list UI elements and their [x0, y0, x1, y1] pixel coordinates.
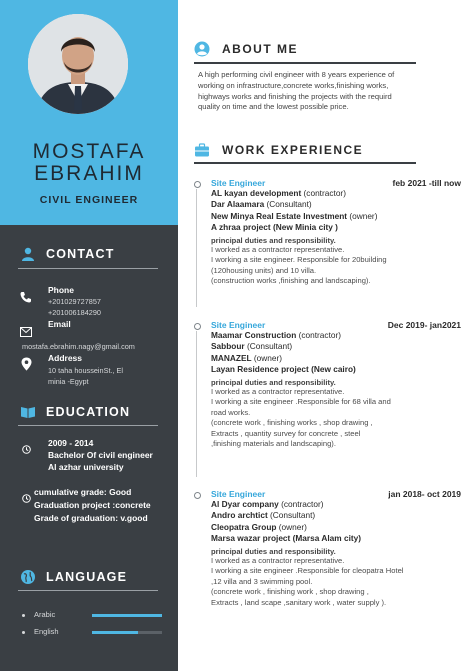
job-desc-line: I worked as a contractor representative.: [211, 386, 345, 396]
work-heading: [194, 142, 363, 158]
job-owner: New Minya Real Estate Investment (owner): [211, 210, 378, 221]
phone-label: Phone: [48, 285, 74, 295]
job-project: Layan Residence project (New cairo): [211, 364, 356, 375]
education-years: 2009 - 2014: [48, 438, 94, 448]
job-owner: MANAZEL (owner): [211, 352, 282, 363]
phone-icon: [20, 290, 32, 308]
about-line: quality on time and the lowest possible price.: [198, 102, 349, 112]
job-title: Site Engineer: [211, 489, 266, 499]
timeline-bullet: [194, 181, 201, 188]
timeline-bullet: [194, 492, 201, 499]
job-consultant: Dar Alaamara (Consultant): [211, 199, 312, 210]
about-heading-text: ABOUT ME: [222, 42, 298, 56]
address-line-2: minia -Egypt: [48, 377, 89, 386]
job-desc-line: I working a site engineer .Responsible for cleopatra Hotel: [211, 566, 404, 576]
job-title: Site Engineer: [211, 320, 266, 330]
job-company: AL kayan development (contractor): [211, 188, 346, 198]
job-desc-line: road works.: [211, 407, 251, 417]
globe-icon: [20, 569, 36, 585]
clock-icon: [22, 441, 31, 459]
job-duties-heading: principal duties and responsibility.: [211, 235, 336, 245]
address-line-1: 10 taha housseinSt., El: [48, 366, 124, 375]
language-heading-text: LANGUAGE: [46, 570, 128, 584]
language-divider: [18, 590, 158, 591]
job-date: Dec 2019- jan2021: [387, 320, 461, 330]
last-name: EBRAHIM: [34, 162, 144, 185]
job-desc-line: I working a site engineer. Responsible for 20building: [211, 255, 387, 265]
language-arabic-bar: [92, 614, 162, 617]
job-project: A zhraa project (New Minia city ): [211, 222, 338, 233]
timeline-line: [196, 189, 197, 307]
clock-icon: [22, 490, 31, 508]
contact-person-icon: [20, 246, 36, 262]
email-icon: [20, 324, 32, 342]
about-text: [198, 70, 456, 113]
job-desc-line: (concrete work , finishing work , shop drawing ,: [211, 587, 369, 597]
work-divider: [194, 162, 416, 164]
education-school: Al azhar university: [48, 462, 124, 472]
job-date: jan 2018- oct 2019: [388, 489, 461, 499]
job-desc-line: ,finishing materials and landscaping).: [211, 439, 336, 449]
contact-divider: [18, 268, 158, 269]
job-desc-line: (construction works ,finishing and landscaping).: [211, 276, 371, 286]
job-desc-line: I worked as a contractor representative.: [211, 244, 345, 254]
job-company: Maamar Construction (contractor): [211, 330, 342, 340]
job-desc-line: Extracts , quantity survey for concrete , steel: [211, 428, 361, 438]
language-heading: [20, 569, 127, 585]
job-entry: [211, 489, 461, 608]
job-duties-heading: principal duties and responsibility.: [211, 377, 336, 387]
education-project: Graduation project :concrete: [34, 500, 151, 510]
phone-2: +201006184290: [48, 308, 101, 317]
avatar: [28, 14, 128, 114]
education-heading: [20, 404, 130, 420]
job-entry: [211, 320, 461, 450]
language-arabic: Arabic: [34, 610, 56, 619]
briefcase-icon: [194, 142, 210, 158]
language-english-bar: [92, 631, 162, 634]
about-divider: [194, 62, 416, 64]
language-english: English: [34, 627, 59, 636]
first-name: MOSTAFA: [32, 140, 146, 163]
user-circle-icon: [194, 41, 210, 57]
education-graduation-grade: Grade of graduation: v.good: [34, 513, 148, 523]
location-icon: [21, 357, 32, 376]
work-heading-text: WORK EXPERIENCE: [222, 143, 364, 157]
job-consultant: Sabbour (Consultant): [211, 341, 293, 352]
education-grade: cumulative grade: Good: [34, 487, 132, 497]
job-consultant: Andro archtict (Consultant): [211, 510, 316, 521]
about-line: working on infrastructure,concrete works,finishing works,: [198, 80, 389, 90]
job-date: feb 2021 -till now: [392, 178, 461, 188]
job-desc-line: (concrete work , finishing works , shop drawing ,: [211, 418, 373, 428]
job-desc-line: I worked as a contractor representative.: [211, 555, 345, 565]
about-heading: [194, 41, 298, 57]
phone-1: +201029727857: [48, 297, 101, 306]
about-line: A high performing civil engineer with 8 years experience of: [198, 70, 395, 79]
job-desc-line: I working a site engineer .Responsible for 68 villa and: [211, 397, 391, 407]
education-degree: Bachelor Of civil engineer: [48, 450, 153, 460]
job-owner: Cleopatra Group (owner): [211, 521, 307, 532]
job-project: Marsa wazar project (Marsa Alam city): [211, 533, 362, 544]
language-level-fill: [92, 631, 138, 634]
contact-heading-text: CONTACT: [46, 247, 115, 261]
contact-heading: [20, 246, 115, 262]
language-bullet: [22, 631, 25, 634]
job-desc-line: Extracts , land scape ,sanitary work , water supply ).: [211, 597, 387, 607]
job-desc-line: (120housing units) and 10 villa.: [211, 265, 317, 275]
education-heading-text: EDUCATION: [46, 405, 131, 419]
book-icon: [20, 404, 36, 420]
language-level-fill: [92, 614, 162, 617]
education-divider: [18, 425, 158, 426]
timeline-line: [196, 331, 197, 477]
timeline-bullet: [194, 323, 201, 330]
email-label: Email: [48, 319, 71, 329]
email-address[interactable]: mostafa.ebrahim.nagy@gmail.com: [22, 342, 135, 351]
language-bullet: [22, 614, 25, 617]
job-company: Al Dyar company (contractor): [211, 499, 324, 509]
address-label: Address: [48, 353, 83, 363]
job-desc-line: ,12 villa and 3 swimming pool.: [211, 576, 313, 586]
job-role: CIVIL ENGINEER: [39, 194, 139, 206]
about-line: highways works and finishing the projects with the requird: [198, 91, 392, 101]
job-duties-heading: principal duties and responsibility.: [211, 546, 336, 556]
job-entry: [211, 178, 461, 287]
job-title: Site Engineer: [211, 178, 266, 188]
